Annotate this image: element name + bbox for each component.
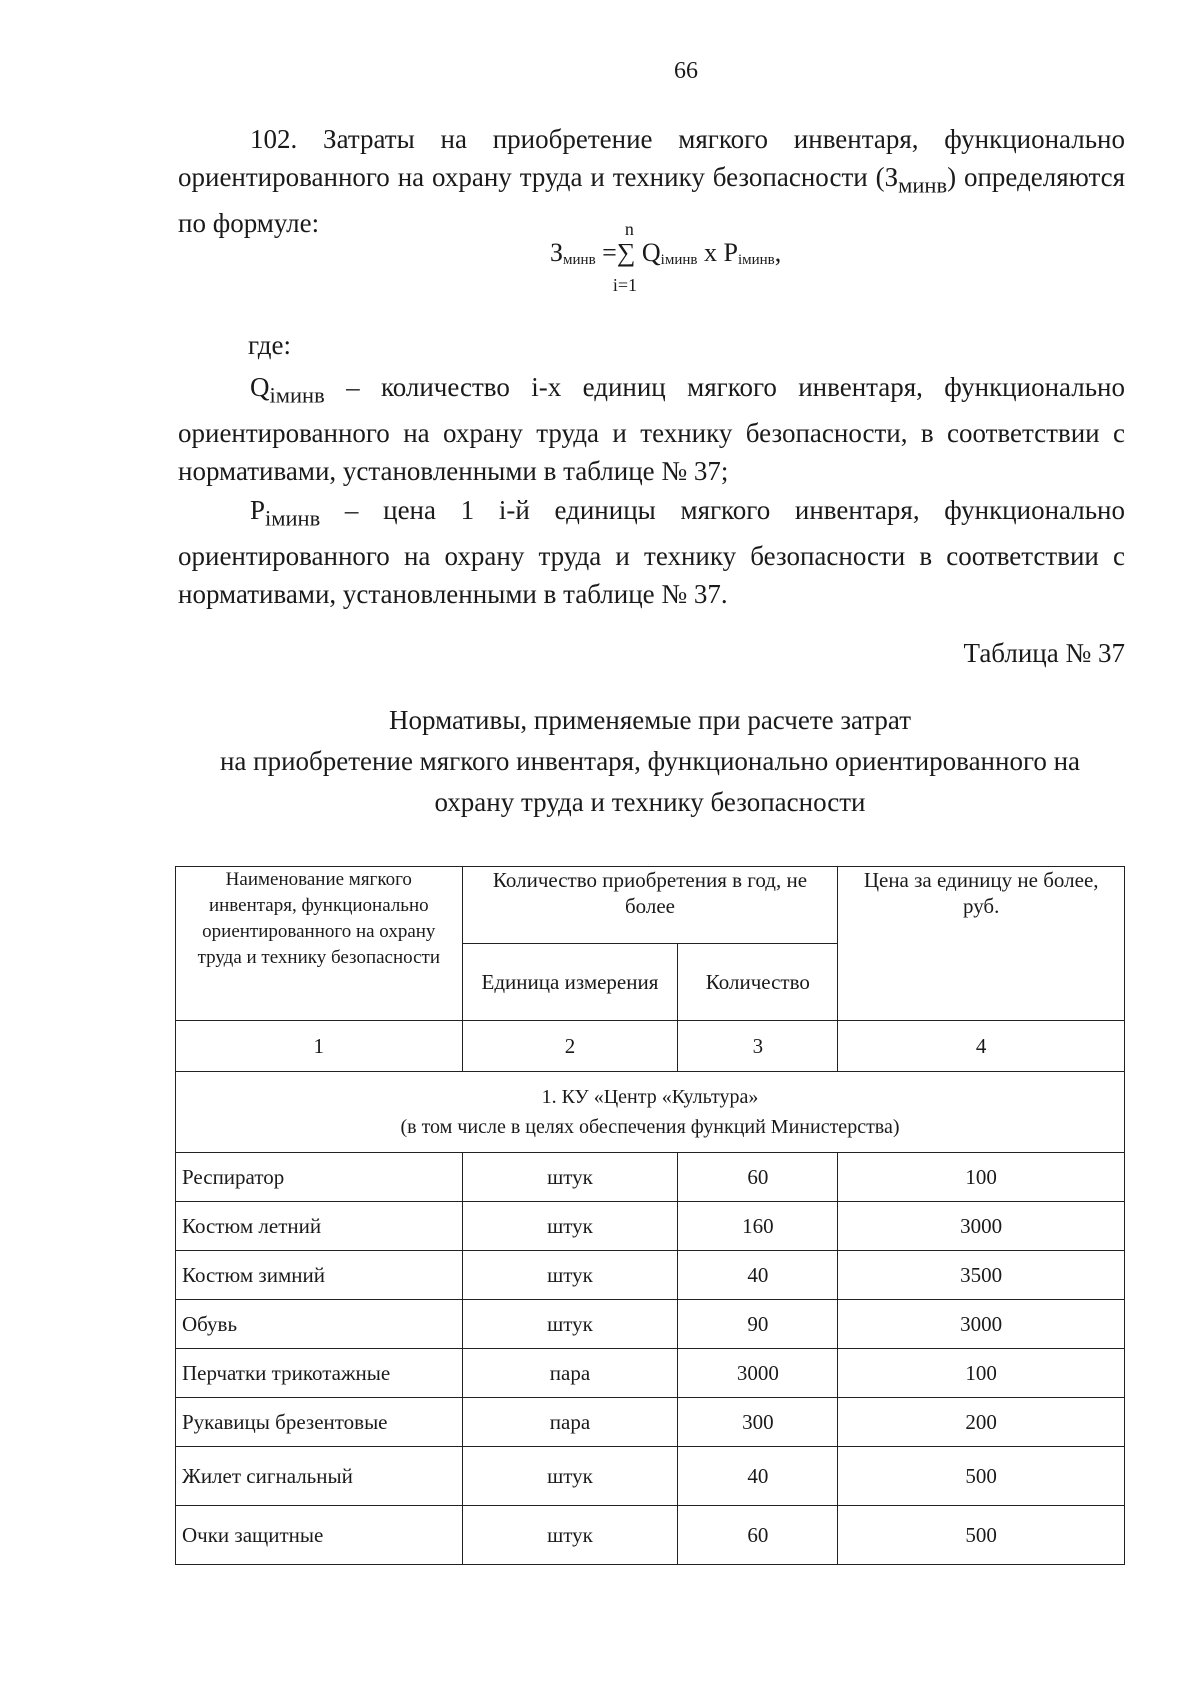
formula-equals: = bbox=[595, 238, 617, 267]
norms-table bbox=[175, 866, 1125, 1565]
table-row bbox=[176, 1300, 1125, 1349]
table-row bbox=[176, 1251, 1125, 1300]
header-count: Количество bbox=[678, 944, 838, 1021]
item-name: Обувь bbox=[176, 1300, 463, 1349]
definition-q-sub: iминв bbox=[269, 382, 325, 408]
definition-p bbox=[178, 491, 1125, 613]
item-count: 3000 bbox=[678, 1349, 838, 1398]
formula-q-sub: iминв bbox=[660, 252, 698, 268]
item-unit: пара bbox=[462, 1349, 678, 1398]
table-row bbox=[176, 1447, 1125, 1506]
table-row bbox=[176, 1506, 1125, 1565]
item-unit: пара bbox=[462, 1398, 678, 1447]
item-count: 90 bbox=[678, 1300, 838, 1349]
item-price: 3000 bbox=[838, 1300, 1125, 1349]
item-name: Очки защитные bbox=[176, 1506, 463, 1565]
definition-q-text: – количество i-х единиц мягкого инвентаря, функционально ориентированного на охрану труда и технику безопасности, в соответствии с нормативами, установленными в таблице № 37; bbox=[178, 372, 1125, 487]
item-name: Жилет сигнальный bbox=[176, 1447, 463, 1506]
table-title-line-2: на приобретение мягкого инвентаря, функционально ориентированного на bbox=[219, 746, 1081, 776]
item-price: 200 bbox=[838, 1398, 1125, 1447]
item-price: 500 bbox=[838, 1447, 1125, 1506]
paragraph-102-text: 102. Затраты на приобретение мягкого инвентаря, функционально ориентированного на охрану труда и технику безопасности (З bbox=[178, 124, 1125, 192]
item-unit: штук bbox=[462, 1506, 678, 1565]
column-number: 1 bbox=[176, 1021, 463, 1072]
item-name: Костюм зимний bbox=[176, 1251, 463, 1300]
table-title bbox=[140, 700, 1160, 823]
item-unit: штук bbox=[462, 1300, 678, 1349]
paragraph-102-end: ) определяются по формуле: bbox=[178, 162, 1126, 239]
formula-times-p: x P bbox=[697, 238, 738, 267]
column-number-row bbox=[176, 1021, 1125, 1072]
item-count: 160 bbox=[678, 1202, 838, 1251]
item-count: 40 bbox=[678, 1447, 838, 1506]
definition-p-sub: iминв bbox=[265, 505, 321, 531]
definition-p-symbol: P bbox=[250, 495, 266, 525]
item-price: 3000 bbox=[838, 1202, 1125, 1251]
table-row bbox=[176, 1398, 1125, 1447]
item-name: Перчатки трикотажные bbox=[176, 1349, 463, 1398]
item-price: 100 bbox=[838, 1349, 1125, 1398]
section-heading bbox=[176, 1072, 1125, 1153]
item-count: 300 bbox=[678, 1398, 838, 1447]
formula-p-sub: iминв bbox=[737, 252, 775, 268]
header-price: Цена за единицу не более, руб. bbox=[838, 867, 1125, 1021]
section-row bbox=[176, 1072, 1125, 1153]
sum-symbol-group bbox=[612, 219, 637, 295]
header-unit: Единица измерения bbox=[462, 944, 678, 1021]
table-label: Таблица № 37 bbox=[963, 638, 1125, 668]
table-row bbox=[176, 1349, 1125, 1398]
sum-lower-limit: i=1 bbox=[612, 275, 637, 295]
section-heading-line-2: (в том числе в целях обеспечения функций Министерства) bbox=[400, 1116, 900, 1138]
definition-p-text: – цена 1 i-й единицы мягкого инвентаря, функционально ориентированного на охрану труда и технику безопасности в соответствии с нормативами, установленными в таблице № 37. bbox=[178, 495, 1125, 610]
sum-upper-limit: n bbox=[624, 219, 634, 239]
formula-q: Q bbox=[635, 238, 661, 267]
paragraph-102-subscript: минв bbox=[898, 172, 948, 198]
where-label: где: bbox=[248, 330, 291, 360]
item-price: 3500 bbox=[838, 1251, 1125, 1300]
formula-end: , bbox=[774, 238, 782, 267]
item-unit: штук bbox=[462, 1447, 678, 1506]
definition-q-symbol: Q bbox=[250, 372, 270, 402]
table-row bbox=[176, 1202, 1125, 1251]
page-number: 66 bbox=[674, 58, 698, 84]
item-price: 500 bbox=[838, 1506, 1125, 1565]
section-heading-line-1: 1. КУ «Центр «Культура» bbox=[541, 1086, 759, 1108]
item-count: 60 bbox=[678, 1153, 838, 1202]
table-row bbox=[176, 1153, 1125, 1202]
table-title-line-3: охрану труда и технику безопасности bbox=[434, 787, 866, 817]
item-unit: штук bbox=[462, 1153, 678, 1202]
table-title-line-1: Нормативы, применяемые при расчете затрат bbox=[388, 705, 912, 735]
header-quantity: Количество приобретения в год, не более bbox=[462, 867, 838, 944]
column-number: 3 bbox=[678, 1021, 838, 1072]
item-price: 100 bbox=[838, 1153, 1125, 1202]
column-number: 2 bbox=[462, 1021, 678, 1072]
item-name: Костюм летний bbox=[176, 1202, 463, 1251]
table-header-row bbox=[176, 867, 1125, 944]
item-unit: штук bbox=[462, 1251, 678, 1300]
formula-lhs: З bbox=[550, 238, 564, 267]
paragraph-102 bbox=[178, 120, 1125, 242]
item-unit: штук bbox=[462, 1202, 678, 1251]
formula-lhs-sub: минв bbox=[563, 252, 596, 268]
item-name: Рукавицы брезентовые bbox=[176, 1398, 463, 1447]
header-name: Наименование мягкого инвентаря, функционально ориентированного на охрану труда и технику безопасности bbox=[176, 867, 463, 1021]
sum-symbol: ∑ bbox=[616, 238, 636, 267]
item-name: Респиратор bbox=[176, 1153, 463, 1202]
definition-q bbox=[178, 368, 1125, 490]
item-count: 40 bbox=[678, 1251, 838, 1300]
item-count: 60 bbox=[678, 1506, 838, 1565]
formula bbox=[550, 219, 782, 295]
column-number: 4 bbox=[838, 1021, 1125, 1072]
